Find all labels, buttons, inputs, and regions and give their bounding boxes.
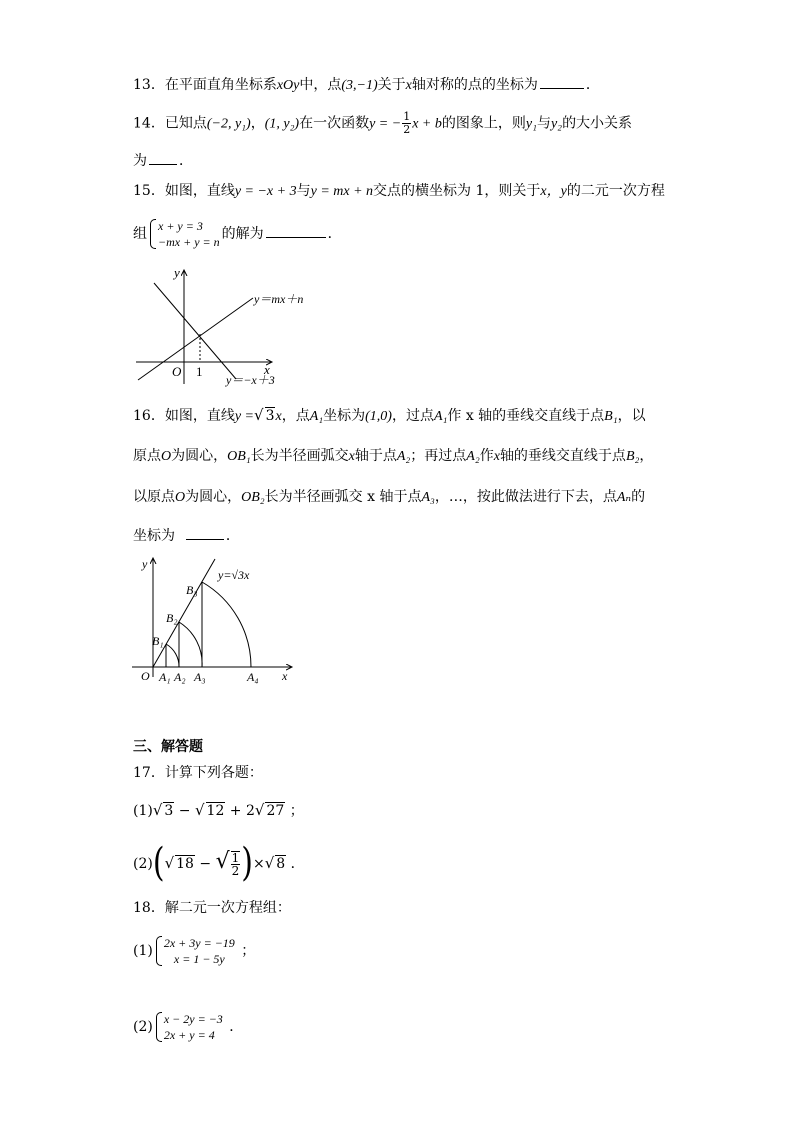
q17-radicand: 12 <box>206 803 225 819</box>
figure-15 <box>130 266 310 392</box>
question-14-line2 <box>133 150 193 171</box>
question-16-line3: 以原点O为圆心，OB₂长为半径画弧交 x 轴于点A₃，…，按此做法进行下去，点Aₙ的 <box>133 489 646 505</box>
q18-p2-system: x − 2y = −3 2x + y = 4 <box>155 1011 223 1043</box>
q17-fraction: $\frac{1}{2}$ <box>231 851 240 878</box>
figure-16 <box>130 552 305 688</box>
question-17-part2: (2)(√ 18 − √ $\frac{1}{2}$ )×√ 8 ． <box>133 840 305 887</box>
q17-end: ； <box>289 803 304 819</box>
answer-blank[interactable] <box>149 150 177 165</box>
question-13 <box>133 74 600 96</box>
q16-point-b1: B₁ <box>604 409 618 424</box>
q13-text: 轴对称的点的坐标为 <box>411 77 538 93</box>
q14-equation: y = − <box>369 116 402 132</box>
q16-text: ，以 <box>617 408 646 424</box>
q13-coord-system: xOy <box>276 78 300 93</box>
origin-label: O <box>172 364 182 379</box>
q18-end: ； <box>241 943 256 959</box>
q17-radicand: 27 <box>266 803 285 819</box>
q13-text: 关于 <box>377 77 406 93</box>
q15-text: 的解为 <box>221 226 264 242</box>
q16-x: x <box>348 449 355 464</box>
q16-point-a3: A₃ <box>421 490 435 505</box>
q16-text: 轴于点 <box>354 448 397 464</box>
line-label-neg-x-3: y＝−x＋3 <box>226 373 275 387</box>
q14-equation: x + b <box>412 116 442 132</box>
q17-op: − <box>174 803 195 819</box>
q16-text: 以原点 <box>133 489 175 505</box>
q16-text: 作 x 轴的垂线交直线于点 <box>447 408 605 424</box>
q15-end: ． <box>327 226 342 242</box>
q14-point2: (1, y₂) <box>264 116 300 132</box>
q15-line2: y = mx + n <box>310 184 374 199</box>
question-18-part1 <box>133 933 255 969</box>
q16-coord: (1,0) <box>365 409 392 424</box>
q16-point-a1: A₁ <box>309 409 324 424</box>
q15-text: 15．如图，直线 <box>133 183 235 199</box>
answer-blank[interactable] <box>186 525 224 540</box>
q14-end: ． <box>179 153 193 169</box>
q14-y2: y₂ <box>550 116 563 132</box>
origin-label: O <box>141 669 150 683</box>
label-a2: A₂ <box>174 670 186 684</box>
q13-point: (3,−1) <box>341 78 378 93</box>
arc-ob1 <box>166 644 179 667</box>
q16-radicand: 3 <box>265 408 275 424</box>
y-axis-label: y <box>174 266 180 280</box>
q13-text: 中，点 <box>299 77 342 93</box>
answer-blank[interactable] <box>266 223 326 238</box>
line-label-mx-n: y＝mx＋n <box>254 292 304 306</box>
q16-text: 坐标为 <box>133 528 175 544</box>
q15-vars: x，y <box>540 184 567 199</box>
label-b1: B₁ <box>152 634 164 648</box>
q18-end: ． <box>229 1019 244 1035</box>
question-16-line2: 原点O为圆心，OB₁长为半径画弧交x轴于点A₂；再过点A₂作x轴的垂线交直线于点B₂， <box>133 448 654 464</box>
q16-text: ，过点 <box>391 408 434 424</box>
question-17-part1: (1)√ 3 − √ 12 + 2√ 27 ； <box>133 801 304 819</box>
question-15-line2 <box>133 218 342 250</box>
question-15 <box>133 181 665 202</box>
q16-text: 作 <box>479 448 494 464</box>
arc-ob3 <box>202 582 251 667</box>
q13-text: 13．在平面直角坐标系 <box>133 77 277 93</box>
q16-point-a2: A₂ <box>396 449 411 464</box>
q16-text: 轴的垂线交直线于点 <box>499 448 626 464</box>
q18-p1-system: 2x + 3y = −19 x = 1 − 5y <box>155 935 235 967</box>
label-b2: B₂ <box>166 611 178 625</box>
q14-text: 的大小关系 <box>562 115 633 132</box>
question-16-line4 <box>133 525 240 546</box>
q14-y1: y₁ <box>525 116 537 132</box>
q15-text: 组 <box>133 226 147 242</box>
q14-point1: (−2, y₁) <box>206 116 251 132</box>
q16-equation: x <box>275 409 282 424</box>
q16-text: ，…，按此做法进行下去，点 <box>434 489 617 505</box>
q17-p2-label: (2) <box>133 856 153 872</box>
q16-origin: O <box>161 449 172 464</box>
q16-text: ，点 <box>281 408 310 424</box>
q16-point-an: Aₙ <box>616 490 632 505</box>
label-b3: B₃ <box>186 583 198 597</box>
q17-op: + 2 <box>225 803 255 819</box>
tick-label-1: 1 <box>196 364 203 379</box>
question-16: 16．如图，直线y =√ 3x，点A₁坐标为(1,0)，过点A₁作 x 轴的垂线交直线于点B₁，以 <box>133 406 646 424</box>
q14-text: 14．已知点 <box>133 115 207 132</box>
label-a1: A₁ <box>159 670 171 684</box>
q16-equation: y = <box>234 409 254 424</box>
q16-text: 坐标为 <box>323 408 366 424</box>
question-14 <box>133 111 632 136</box>
q15-line1: y = −x + 3 <box>234 184 297 199</box>
q16-text: ；再过点 <box>410 448 467 464</box>
line-neg-x-plus-3 <box>154 283 236 379</box>
x-axis-label: x <box>264 362 270 377</box>
q15-equation-system: x + y = 3 −mx + y = n <box>149 218 220 250</box>
line-y-sqrt3x <box>153 559 215 667</box>
q16-ob2: OB₂ <box>241 490 265 505</box>
q17-p1-label: (1) <box>133 803 153 819</box>
line-label: y=√3x <box>218 568 250 582</box>
q17-end: ． <box>290 856 305 872</box>
q14-fraction: $\frac{1}{2}$ <box>403 110 411 136</box>
q16-ob1: OB₁ <box>227 449 251 464</box>
q14-text: 与 <box>536 115 551 132</box>
q17-op: − <box>194 856 216 872</box>
q16-text: ， <box>639 448 654 464</box>
q14-text: 在一次函数 <box>299 115 370 132</box>
question-17: 17．计算下列各题： <box>133 765 263 781</box>
label-a4: A₄ <box>247 670 259 684</box>
label-a3: A₃ <box>194 670 206 684</box>
q14-sep: ， <box>250 115 265 132</box>
q16-text: 为圆心， <box>171 448 228 464</box>
q16-end: ． <box>225 528 240 544</box>
q17-radicand: 8 <box>276 856 286 872</box>
q15-text: 与 <box>296 183 311 199</box>
q17-op: × <box>252 856 265 872</box>
q17-radicand: 18 <box>176 856 194 872</box>
q16-text: 长为半径画弧交 <box>250 448 349 464</box>
section-heading: 三、解答题 <box>133 739 203 755</box>
q16-text: 的 <box>631 489 646 505</box>
q13-end: ． <box>585 77 600 93</box>
q16-text: 为圆心， <box>185 489 242 505</box>
arc-ob2 <box>179 622 202 667</box>
q13-axis: x <box>405 78 412 93</box>
q16-text: 长为半径画弧交 x 轴于点 <box>264 489 422 505</box>
q14-text: 的图象上，则 <box>441 115 526 132</box>
question-18: 18．解二元一次方程组： <box>133 900 291 916</box>
answer-blank[interactable] <box>540 74 584 89</box>
question-18-part2 <box>133 1009 243 1045</box>
q15-text: 的二元一次方程 <box>566 183 665 199</box>
y-axis-label: y <box>142 557 148 571</box>
q16-point-b2: B₂ <box>625 449 640 464</box>
q15-text: 交点的横坐标为 1，则关于 <box>373 183 541 199</box>
q16-text: 原点 <box>133 448 161 464</box>
q16-text: 16．如图，直线 <box>133 408 235 424</box>
q18-p1-label: (1) <box>133 943 153 959</box>
q18-p2-label: (2) <box>133 1019 153 1035</box>
x-axis-label: x <box>282 669 288 683</box>
q14-text: 为 <box>133 153 147 169</box>
q17-radicand: 3 <box>164 803 174 819</box>
